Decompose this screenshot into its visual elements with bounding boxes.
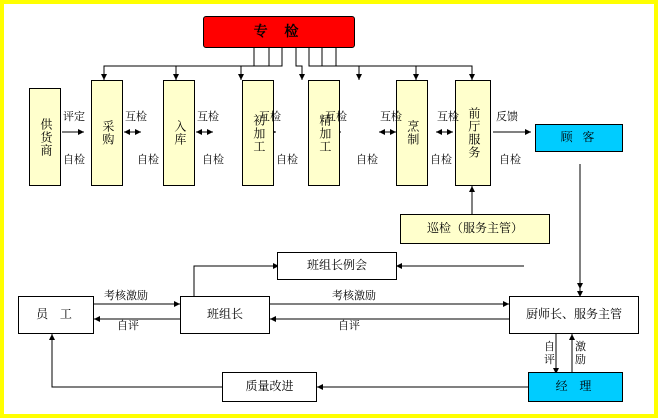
node-yuangong[interactable]: 员 工 <box>18 296 94 334</box>
node-caigou[interactable]: 采购 <box>91 80 123 186</box>
edge-label-ji: 激 <box>575 340 586 353</box>
node-jingli[interactable]: 经 理 <box>528 372 623 402</box>
edge-label-zijian-1: 自检 <box>63 153 85 166</box>
edge-label-fankui: 反馈 <box>496 110 518 123</box>
edge-label-zijian-3: 自检 <box>202 153 224 166</box>
edge-label-kaohejili-2: 考核激励 <box>332 289 376 302</box>
node-zhiliang-gaijin[interactable]: 质量改进 <box>222 372 317 402</box>
node-banzuzhang-liehui[interactable]: 班组长例会 <box>277 252 397 280</box>
edge-label-zijian-6: 自检 <box>430 153 452 166</box>
edge-label-zijian-4: 自检 <box>276 153 298 166</box>
connector-lines <box>4 4 654 414</box>
node-chujiagong[interactable]: 初加工 <box>242 80 274 186</box>
edge-label-zijian-5: 自检 <box>356 153 378 166</box>
node-qiantingfuwu[interactable]: 前厅服务 <box>455 80 491 186</box>
node-banzuzhang[interactable]: 班组长 <box>180 296 270 334</box>
edge-label-hujian-2: 互检 <box>197 110 219 123</box>
node-gonghuoshang[interactable]: 供货商 <box>29 88 61 186</box>
edge-label-li: 励 <box>575 353 586 366</box>
node-jingjiagong[interactable]: 精加工 <box>308 80 340 186</box>
edge-label-pingding: 评定 <box>63 110 85 123</box>
edge-label-hujian-3: 互检 <box>259 110 281 123</box>
edge-label-zijian-7: 自检 <box>499 153 521 166</box>
edge-label-hujian-5: 互检 <box>380 110 402 123</box>
node-ruku[interactable]: 入库 <box>163 80 195 186</box>
edge-label-ping: 评 <box>544 353 555 366</box>
edge-label-kaohejili-1: 考核激励 <box>104 289 148 302</box>
edge-label-ziping-1: 自评 <box>117 319 139 332</box>
edge-label-hujian-1: 互检 <box>125 110 147 123</box>
edge-label-zi: 自 <box>544 340 555 353</box>
node-zhuanjian[interactable]: 专 检 <box>203 16 355 48</box>
edge-label-zijian-2: 自检 <box>137 153 159 166</box>
edge-label-hujian-4: 互检 <box>325 110 347 123</box>
edge-label-ziping-2: 自评 <box>338 319 360 332</box>
node-xunjian[interactable]: 巡检（服务主管） <box>400 214 550 244</box>
node-chushizhang[interactable]: 厨师长、服务主管 <box>509 296 639 334</box>
node-pengzhi[interactable]: 烹制 <box>396 80 428 186</box>
edge-label-hujian-6: 互检 <box>437 110 459 123</box>
node-guke[interactable]: 顾 客 <box>535 124 623 152</box>
